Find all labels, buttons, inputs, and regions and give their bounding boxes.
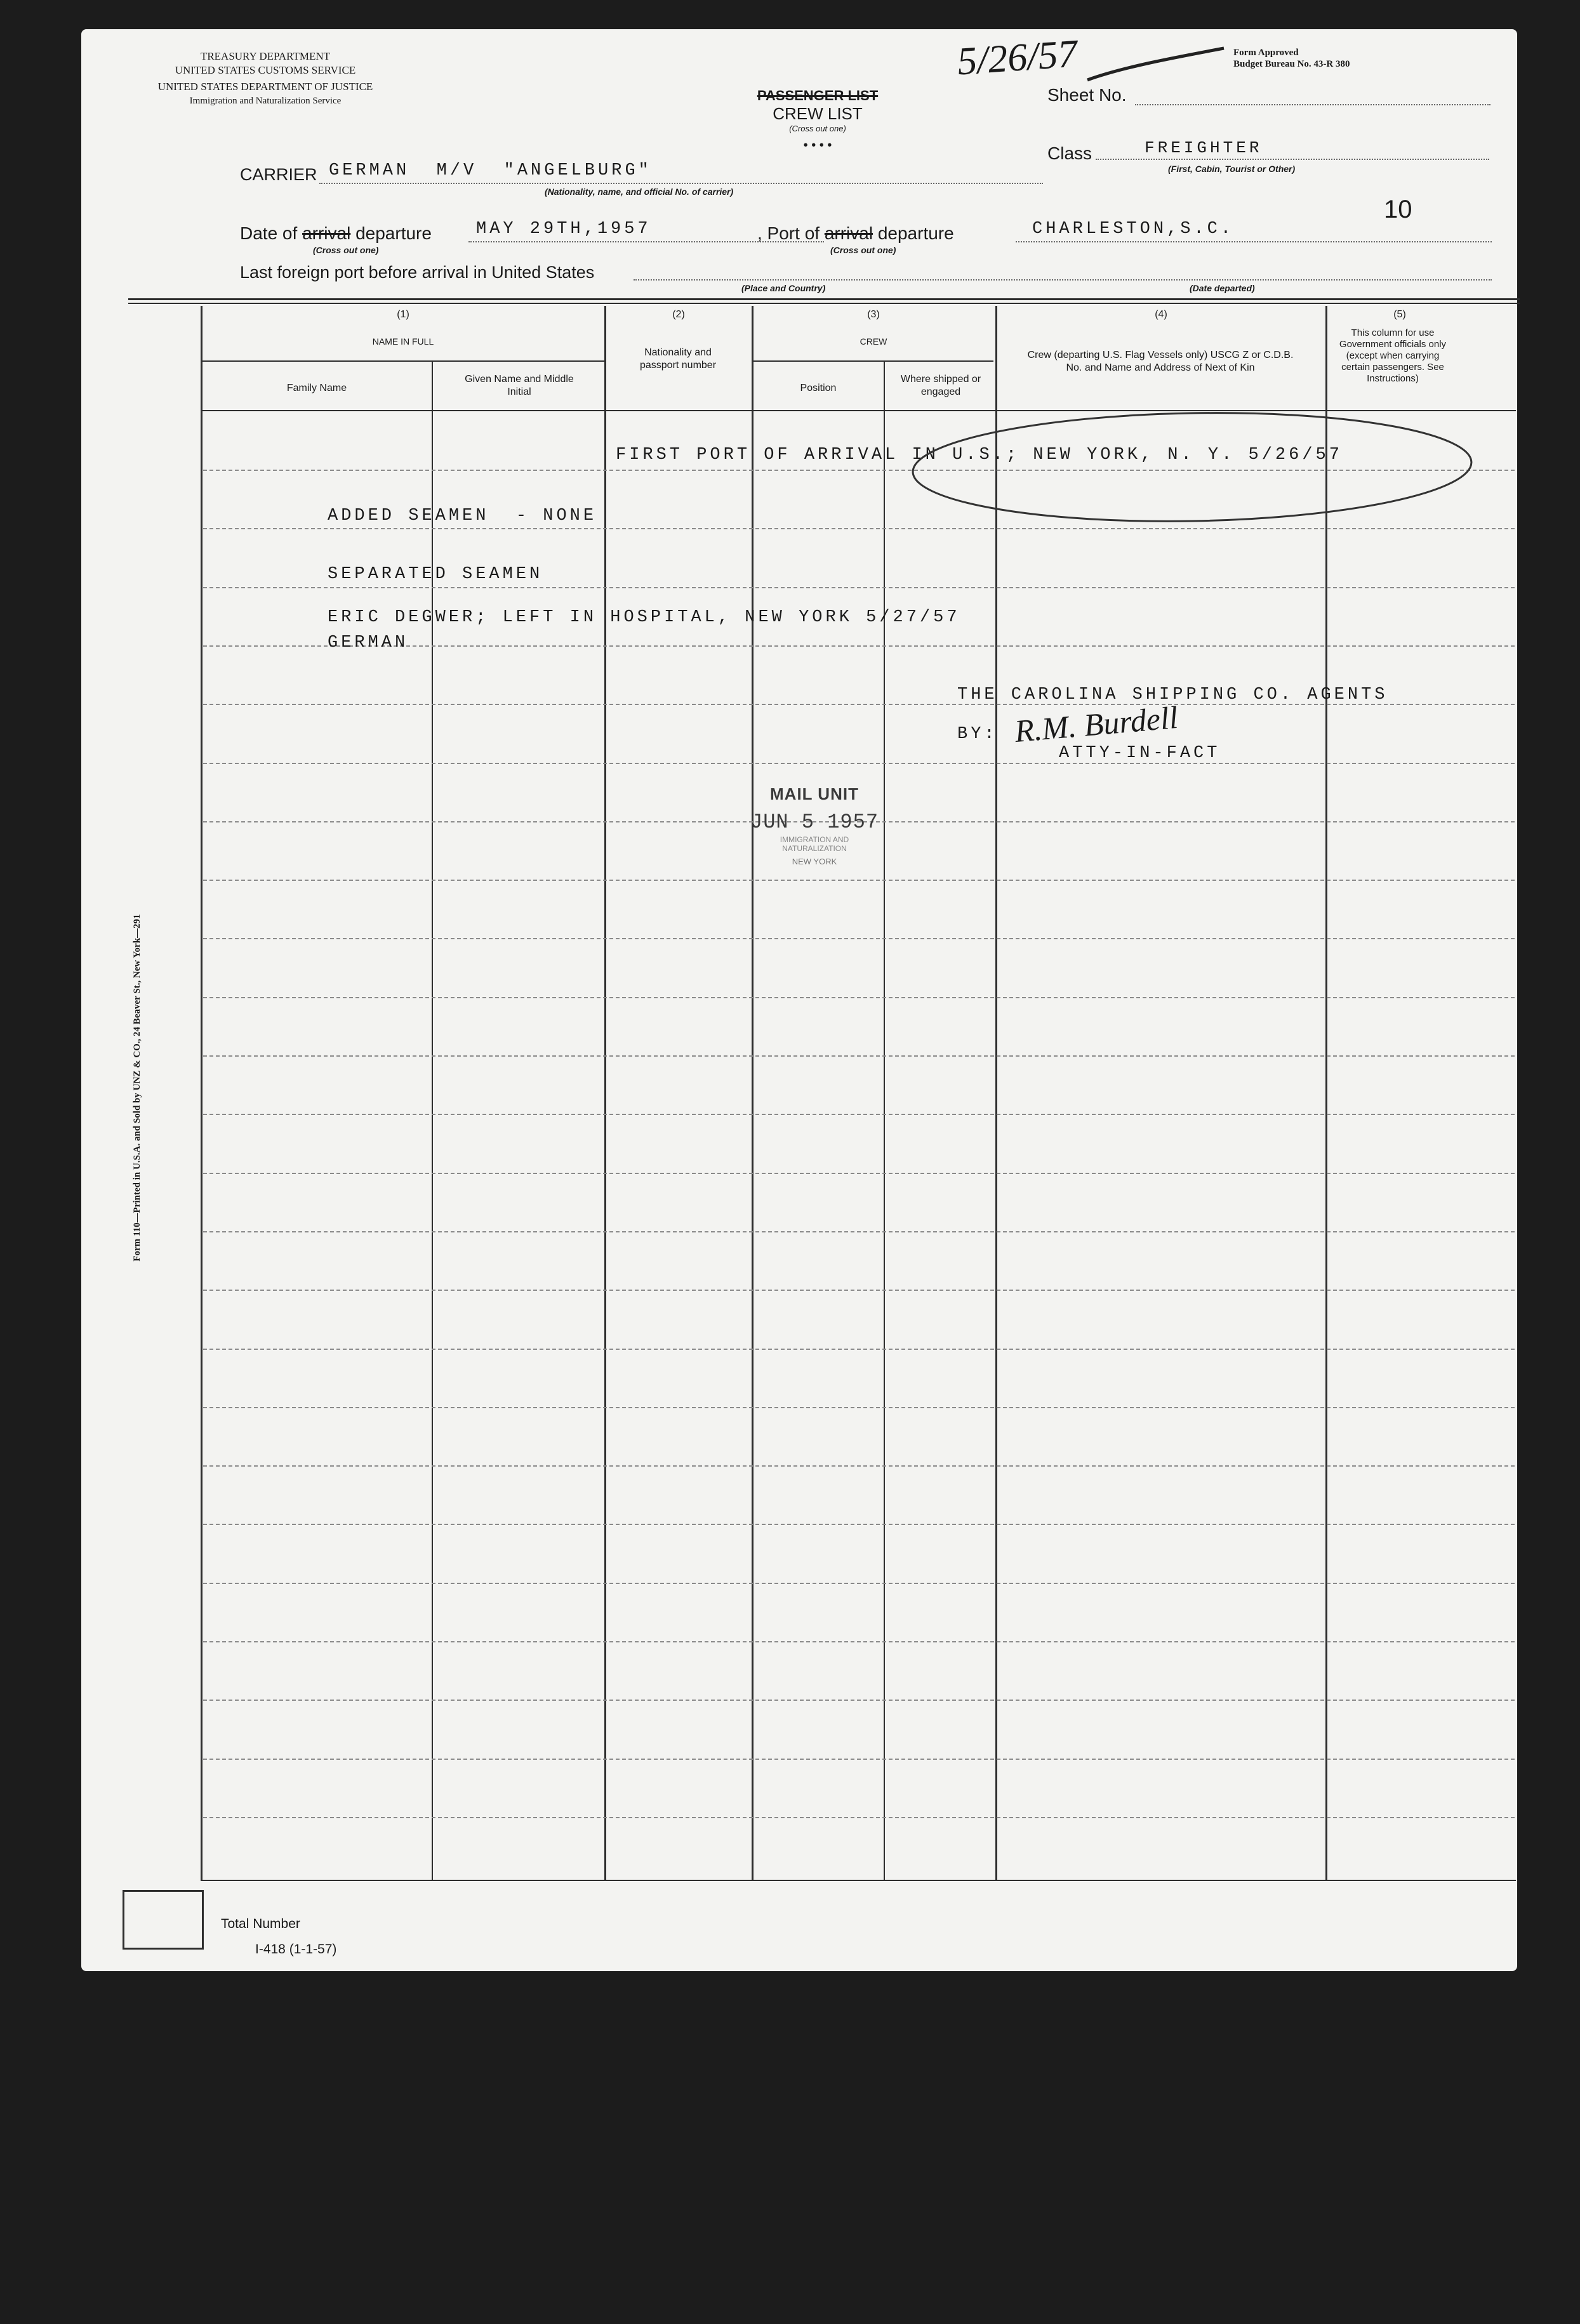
col1-title: NAME IN FULL	[372, 336, 434, 347]
port-departure-text: departure	[877, 223, 954, 243]
date-cross-note: (Cross out one)	[313, 245, 379, 255]
dept-customs: UNITED STATES CUSTOMS SERVICE	[175, 64, 356, 76]
form-number: I-418 (1-1-57)	[255, 1942, 337, 1957]
table-row-line	[203, 1290, 1515, 1291]
table-row-line	[203, 1700, 1515, 1701]
table-row-line	[203, 1641, 1515, 1642]
carrier-value: GERMAN M/V "ANGELBURG"	[329, 161, 652, 180]
table-row-line	[203, 938, 1515, 939]
table-row-line	[203, 997, 1515, 998]
col1a-family-name: Family Name	[286, 383, 347, 393]
crew-list-title: CREW LIST	[773, 104, 863, 123]
passenger-list-struck: PASSENGER LIST	[757, 88, 879, 103]
table-row-line	[203, 1817, 1515, 1818]
total-number-label: Total Number	[221, 1917, 300, 1931]
departure-date-value: MAY 29TH,1957	[476, 220, 651, 239]
class-note: (First, Cabin, Tourist or Other)	[1168, 164, 1296, 174]
table-top-rule	[128, 298, 1520, 300]
form-approved	[1233, 47, 1350, 70]
table-row-line	[203, 1055, 1515, 1057]
typed-marks: • • • •	[803, 138, 832, 152]
atty-in-fact: ATTY-IN-FACT	[1059, 744, 1221, 763]
by-label: BY:	[957, 725, 998, 744]
departure-text: departure	[355, 223, 432, 243]
table-row-line	[203, 587, 1515, 588]
table-row-line	[203, 1759, 1515, 1760]
table-row-line	[203, 763, 1515, 764]
signature: R.M. Burdell	[1013, 699, 1179, 749]
port-label	[757, 223, 954, 244]
table-row-line	[203, 1407, 1515, 1408]
class-label: Class	[1047, 143, 1092, 163]
sheet-number: 10	[1384, 195, 1412, 223]
dept-justice: UNITED STATES DEPARTMENT OF JUSTICE	[157, 81, 373, 93]
stamp-line-4: NATURALIZATION	[782, 844, 847, 853]
department-header	[132, 50, 399, 108]
col1-number: (1)	[397, 309, 409, 320]
circled-annotation	[900, 391, 1484, 543]
col3b-where-shipped: Where shipped or engaged	[900, 374, 981, 397]
nationality-german-entry: GERMAN	[328, 633, 409, 652]
place-country-note: (Place and Country)	[741, 283, 826, 293]
dept-treasury: TREASURY DEPARTMENT	[200, 50, 331, 62]
col3-title: CREW	[860, 336, 887, 347]
cross-out-note: (Cross out one)	[789, 124, 846, 133]
class-line	[1096, 159, 1489, 160]
col-line-given	[432, 362, 433, 1881]
col2-number: (2)	[672, 309, 685, 320]
table-row-line	[203, 1231, 1515, 1232]
col5-title: This column for use Government officials only (except when carrying certain passengers. See Instructions)	[1339, 327, 1447, 384]
eric-degwer-entry: ERIC DEGWER; LEFT IN HOSPITAL, NEW YORK 5/27/57	[328, 608, 960, 627]
port-value: CHARLESTON,S.C.	[1032, 220, 1235, 239]
date-of-text: Date of	[240, 223, 298, 243]
table-row-line	[203, 1349, 1515, 1350]
first-port-entry: FIRST PORT OF ARRIVAL IN U.S.; NEW YORK, N. Y. 5/26/57	[616, 446, 1343, 465]
name-subheader-rule	[202, 360, 606, 362]
approved-line-1: Form Approved	[1233, 48, 1299, 58]
table-bottom-rule	[202, 1880, 1516, 1881]
carrier-note: (Nationality, name, and official No. of carrier)	[545, 187, 734, 197]
port-arrival-struck: arrival	[824, 223, 873, 243]
stamp-line-3: IMMIGRATION AND	[780, 835, 849, 844]
col4-title: Crew (departing U.S. Flag Vessels only) USCG Z or C.D.B. No. and Name and Address of Next of Kin	[1027, 350, 1294, 373]
last-port-line	[634, 279, 1492, 281]
dept-immigration: Immigration and Naturalization Service	[189, 96, 342, 106]
col1b-given-name: Given Name and Middle Initial	[465, 374, 574, 397]
sheet-line	[1135, 104, 1490, 105]
added-seamen-entry: ADDED SEAMEN - NONE	[328, 506, 597, 525]
col-line-left	[201, 306, 202, 1881]
col-line-2	[604, 306, 606, 1881]
mail-unit-stamp	[735, 784, 894, 866]
class-value: FREIGHTER	[1145, 138, 1263, 157]
side-printer-note: Form 110—Printed in U.S.A. and Sold by UNZ & CO., 24 Beaver St., New York—291	[132, 914, 142, 1262]
sheet-label: Sheet No.	[1047, 85, 1127, 105]
stamp-mail-unit: MAIL UNIT	[770, 784, 859, 803]
col2-title: Nationality and passport number	[639, 347, 717, 371]
agents-entry: THE CAROLINA SHIPPING CO. AGENTS	[957, 685, 1388, 704]
handwritten-date: 5/26/57	[955, 32, 1079, 84]
col3a-position: Position	[800, 383, 837, 393]
carrier-label: CARRIER	[240, 165, 317, 184]
arrival-struck: arrival	[302, 223, 351, 243]
port-of-text: , Port of	[757, 223, 820, 243]
col3-number: (3)	[867, 309, 880, 320]
stamp-line-5: NEW YORK	[792, 857, 837, 866]
crew-subheader-rule	[752, 360, 993, 362]
separated-seamen-entry: SEPARATED SEAMEN	[328, 565, 543, 584]
table-row-line	[203, 1583, 1515, 1584]
date-label	[240, 223, 432, 244]
table-row-line	[203, 1114, 1515, 1115]
crew-list-form	[81, 29, 1517, 1971]
table-top-rule-2	[128, 303, 1520, 304]
col5-number: (5)	[1393, 309, 1406, 320]
col4-number: (4)	[1155, 309, 1167, 320]
last-port-label: Last foreign port before arrival in United States	[240, 263, 595, 282]
col-line-3	[752, 306, 753, 1881]
list-type-header	[729, 88, 906, 153]
stamp-date: JUN 5 1957	[750, 810, 879, 834]
table-row-line	[203, 1524, 1515, 1525]
carrier-line	[319, 183, 1043, 184]
table-row-line	[203, 1173, 1515, 1174]
total-number-box	[123, 1890, 204, 1950]
port-line	[1016, 241, 1492, 242]
approved-line-2: Budget Bureau No. 43-R 380	[1233, 59, 1350, 69]
table-row-line	[203, 880, 1515, 881]
port-cross-note: (Cross out one)	[830, 245, 896, 255]
table-row-line	[203, 1465, 1515, 1467]
date-departed-note: (Date departed)	[1190, 283, 1255, 293]
col-line-where	[884, 362, 885, 1881]
